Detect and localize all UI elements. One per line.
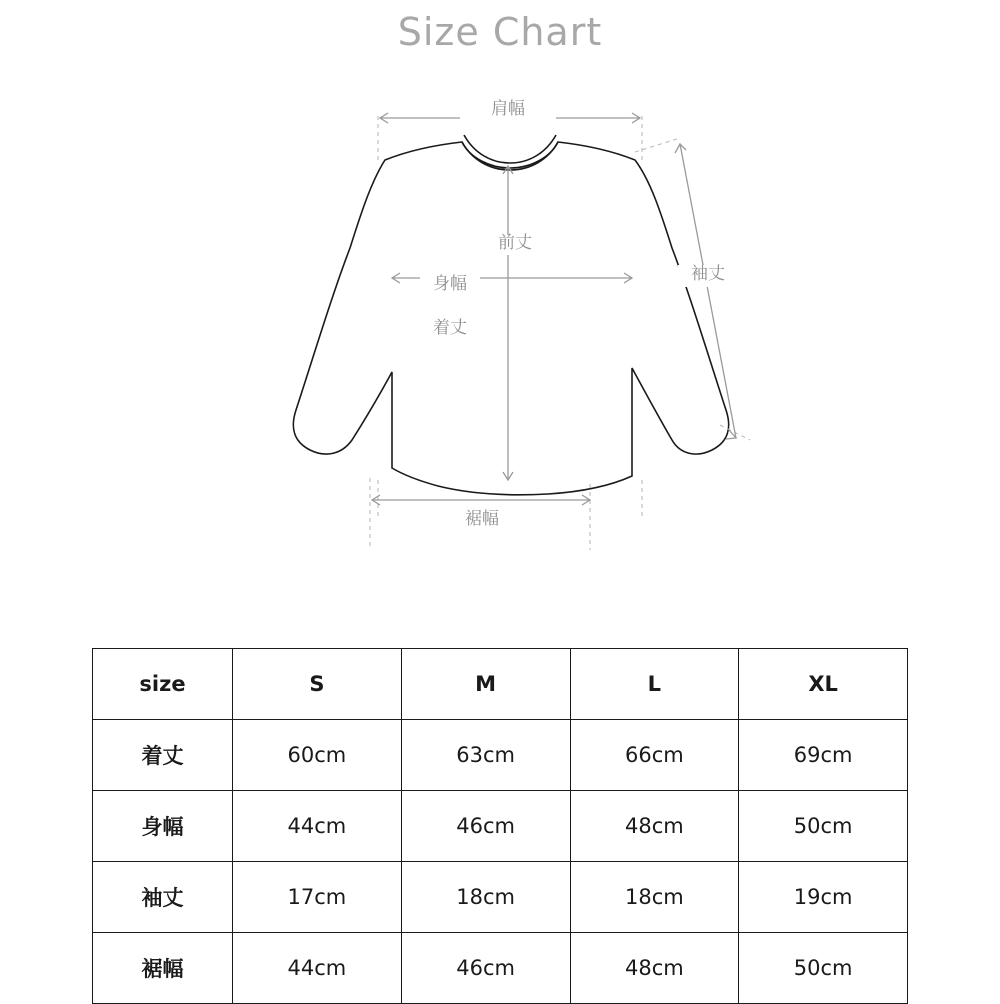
label-hem-width: 裾幅 [465,509,499,529]
table-header-cell: M [401,649,570,720]
row-label: 着丈 [93,720,233,791]
table-cell: 17cm [233,862,402,933]
table-cell: 18cm [570,862,739,933]
table-cell: 44cm [233,933,402,1004]
hem-width-measure [372,495,590,505]
row-label: 袖丈 [93,862,233,933]
table-cell: 48cm [570,933,739,1004]
sleeve-length-measure [675,144,736,439]
table-cell: 50cm [739,933,908,1004]
table-cell: 63cm [401,720,570,791]
table-cell: 46cm [401,791,570,862]
page-title: Size Chart [397,10,603,54]
row-label: 裾幅 [93,933,233,1004]
table-cell: 46cm [401,933,570,1004]
table-cell: 66cm [570,720,739,791]
table-header-cell: XL [739,649,908,720]
table-row [93,933,908,1004]
label-wear-length: 着丈 [433,318,467,338]
table-cell: 60cm [233,720,402,791]
table-cell: 48cm [570,791,739,862]
label-sleeve-length: 袖丈 [691,264,725,284]
table-row [93,720,908,791]
label-shoulder: 肩幅 [491,99,525,119]
size-table [92,648,908,1004]
table-cell: 44cm [233,791,402,862]
row-label: 身幅 [93,791,233,862]
table-row [93,862,908,933]
guide-lines [370,116,750,550]
table-cell: 18cm [401,862,570,933]
table-cell: 69cm [739,720,908,791]
table-header-cell: L [570,649,739,720]
label-body-width: 身幅 [433,274,467,294]
table-cell: 50cm [739,791,908,862]
table-cell: 19cm [739,862,908,933]
size-table-container [92,648,908,1004]
table-header-cell: S [233,649,402,720]
garment-outline [293,135,728,495]
table-header-row [93,649,908,720]
table-header-cell: size [93,649,233,720]
garment-diagram [180,80,820,600]
label-front-length: 前丈 [498,233,532,253]
table-row [93,791,908,862]
front-length-measure [503,166,513,480]
